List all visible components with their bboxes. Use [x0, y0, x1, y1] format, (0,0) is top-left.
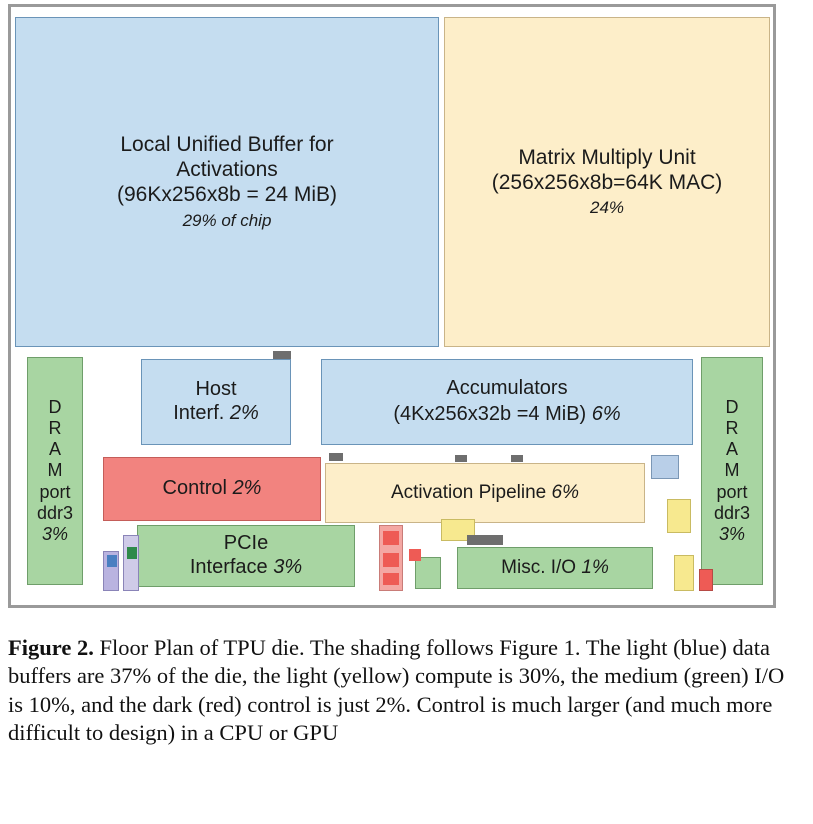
dram-right-port: port [716, 481, 748, 502]
die-feature-red-cell-2 [383, 553, 399, 567]
pcie-percent: 3% [273, 556, 303, 578]
control-label: Control [162, 477, 227, 500]
pcie-line1: PCIe [223, 532, 269, 555]
control-row [163, 477, 262, 501]
dram-left-m: M [47, 460, 63, 481]
host-interface-line1: Host [195, 378, 237, 401]
die-feature-gray-bar-misc [467, 535, 503, 545]
mmu-percent: 24% [589, 197, 625, 217]
die-feature-yellow-small-upper [667, 499, 691, 533]
dram-right-a: A [725, 439, 738, 460]
block-accumulators [321, 359, 693, 445]
die-feature-red-dot [409, 549, 421, 561]
block-local-unified-buffer [15, 17, 439, 347]
mmu-line1: Matrix Multiply Unit [518, 146, 696, 170]
die-feature-red-small-right [699, 569, 713, 591]
accumulators-percent: 6% [591, 403, 621, 425]
dram-left-a: A [48, 439, 61, 460]
unified-buffer-percent: 29% of chip [182, 210, 272, 230]
block-dram-port-right [701, 357, 763, 585]
die-feature-blue-small [651, 455, 679, 479]
die-feature-yellow-small-lower [674, 555, 694, 591]
block-dram-port-left [27, 357, 83, 585]
block-host-interface [141, 359, 291, 445]
activation-pipeline-row [391, 482, 579, 504]
host-interface-label2: Interf. [173, 402, 225, 424]
die-feature-red-cell-3 [383, 573, 399, 585]
figure-caption-label: Figure 2. [8, 635, 94, 660]
block-control [103, 457, 321, 521]
dram-left-port: port [39, 481, 71, 502]
activation-pipeline-label: Activation Pipeline [390, 481, 547, 503]
unified-buffer-line2: Activations [176, 158, 278, 182]
accumulators-line2 [393, 403, 620, 427]
unified-buffer-line3: (96Kx256x8b = 24 MiB) [116, 182, 338, 206]
host-interface-line2 [173, 402, 259, 426]
mmu-line2: (256x256x8b=64K MAC) [491, 170, 723, 194]
die-feature-purple-column-2 [123, 535, 139, 591]
dram-right-r: R [725, 417, 739, 438]
die-feature-green-small [415, 557, 441, 589]
figure-caption-text: Floor Plan of TPU die. The shading follows Figure 1. The light (blue) data buffers are 37% of the die, the light (yellow) compute is 30%, the medium (green) I/O is 10%, and the dark (red) control is just 2%. Control is much larger (and much more difficult to design) in a CPU or GPU [8, 635, 785, 746]
die-feature-gray-bar-mid-2 [511, 455, 523, 462]
misc-io-row [501, 557, 609, 579]
misc-io-label: Misc. I/O [501, 556, 577, 578]
dram-left-r: R [48, 417, 62, 438]
accumulators-capacity: (4Kx256x32b =4 MiB) [393, 403, 587, 425]
die-feature-green-dot [127, 547, 137, 559]
die-feature-gray-bar-mid-1 [455, 455, 467, 462]
tpu-floor-plan-figure [8, 4, 776, 608]
die-feature-gray-bar-top [273, 351, 291, 359]
dram-left-d: D [48, 396, 62, 417]
misc-io-percent: 1% [581, 556, 609, 578]
block-matrix-multiply-unit [444, 17, 770, 347]
die-feature-red-cell-1 [383, 531, 399, 545]
dram-right-ddr3: ddr3 [713, 502, 751, 523]
block-activation-pipeline [325, 463, 645, 523]
die-feature-gray-bar-mid-left [329, 453, 343, 461]
unified-buffer-line1: Local Unified Buffer for [120, 133, 334, 157]
dram-right-d: D [725, 396, 739, 417]
accumulators-line1: Accumulators [446, 377, 568, 400]
activation-pipeline-percent: 6% [551, 481, 579, 503]
dram-right-percent: 3% [718, 524, 745, 545]
pcie-line2 [190, 556, 302, 580]
control-percent: 2% [232, 477, 262, 500]
figure-caption [8, 634, 798, 747]
dram-left-ddr3: ddr3 [36, 502, 74, 523]
die-feature-blue-dot [107, 555, 117, 567]
block-pcie-interface [137, 525, 355, 587]
pcie-label2: Interface [189, 556, 268, 578]
dram-right-m: M [724, 460, 740, 481]
block-misc-io [457, 547, 653, 589]
dram-left-percent: 3% [41, 524, 68, 545]
host-interface-percent: 2% [229, 402, 259, 424]
